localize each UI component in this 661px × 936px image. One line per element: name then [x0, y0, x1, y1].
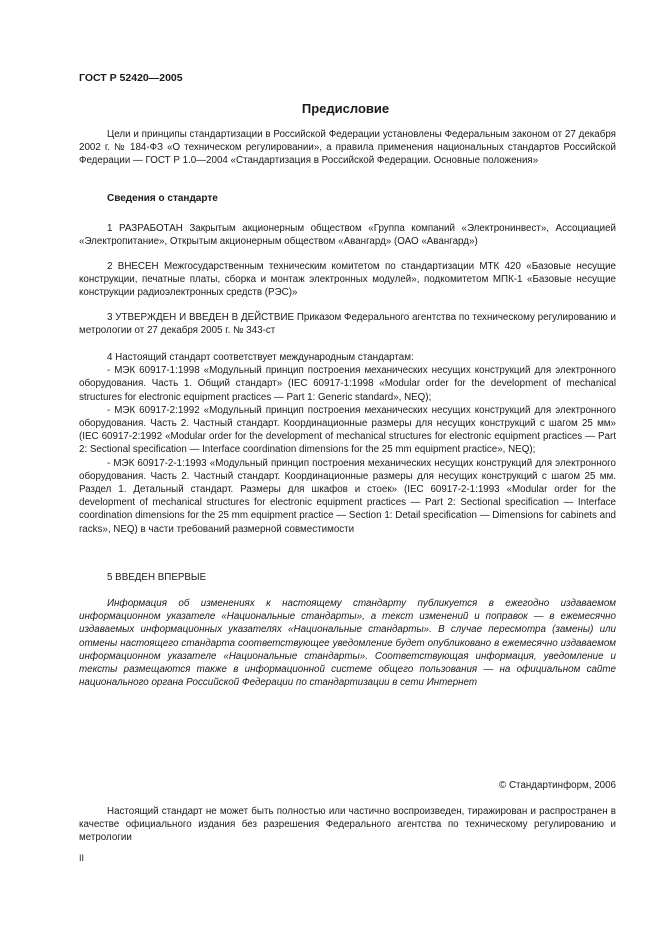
item-1: 1 РАЗРАБОТАН Закрытым акционерным обществом «Группа компаний «Электронинвест», Ассоциацией «Электропитание», Открытым акционерным обществом «Авангард» (ОАО «Авангард») — [79, 223, 616, 248]
item-2: 2 ВНЕСЕН Межгосударственным техническим комитетом по стандартизации МТК 420 «Базовые несущие конструкции, печатные платы, сборка и монтаж электронных модулей», подкомитетом МПК-1 «Базовые несущие конструкции радиоэлектронных средств (РЭС)» — [79, 261, 616, 299]
item-3: 3 УТВЕРЖДЕН И ВВЕДЕН В ДЕЙСТВИЕ Приказом Федерального агентства по техническому регулированию и метрологии от 27 декабря 2005 г. № 343-ст — [79, 312, 616, 337]
item-5: 5 ВВЕДЕН ВПЕРВЫЕ — [107, 572, 207, 583]
notice-block — [79, 597, 616, 689]
item-4-standard-a: - МЭК 60917-1:1998 «Модульный принцип построения механических несущих конструкций для электронного оборудования. Часть 1. Общий стандарт» (IEC 60917-1:1998 «Modular order for the development of mechanical structures for electronic equipment practices — Part 1: Generic standard», NEQ); — [79, 365, 616, 403]
item-4-intro: 4 Настоящий стандарт соответствует международным стандартам: — [107, 352, 414, 363]
item-2-block — [79, 260, 616, 300]
standard-code: ГОСТ Р 52420—2005 — [79, 72, 183, 84]
item-4-standard-c: - МЭК 60917-2-1:1993 «Модульный принцип построения механических несущих конструкций для электронного оборудования. Часть 2. Частный стандарт. Координационные размеры для несущих конструкций с шагом 25 мм. Раздел 1. Детальный стандарт. Размеры для шкафов и стоек» (IEC 60917-2-1:1993 «Modular order for the development of mechanical structures for electronic equipment practices — Part 2: Sectional specification — Interface coordination dimensions for the 25 mm equipment practice — Section 1: Detail specification — Dimensions for cabinets and racks», NEQ) в части требований размерной совместимости — [79, 457, 616, 535]
item-4-block — [79, 351, 616, 536]
copyright: © Стандартинформ, 2006 — [499, 780, 616, 791]
item-5-block — [79, 571, 616, 584]
intro-block — [79, 128, 616, 168]
intro-paragraph: Цели и принципы стандартизации в Российской Федерации установлены Федеральным законом от 27 декабря 2002 г. № 184-ФЗ «О техническом регулировании», а правила применения национальных стандартов Российской Федерации — ГОСТ Р 1.0—2004 «Стандартизация в Российской Федерации. Основные положения» — [79, 129, 616, 167]
footer-paragraph: Настоящий стандарт не может быть полностью или частично воспроизведен, тиражирован и распространен в качестве официального издания без разрешения Федерального агентства по техническому регулированию и метрологии — [79, 806, 616, 844]
item-4-standard-b: - МЭК 60917-2:1992 «Модульный принцип построения механических несущих конструкций для электронного оборудования. Часть 2. Частный стандарт. Координационные размеры для несущих конструкций с шагом 25 мм» (IEC 60917-2:1992 «Modular order for the development of mechanical structures for electronic equipment practices — Part 2: Sectional specification — Interface coordination dimensions for the 25 mm equipment practice», NEQ); — [79, 404, 616, 456]
section-subheading: Сведения о стандарте — [107, 193, 218, 204]
item-1-block — [79, 222, 616, 248]
notice-paragraph: Информация об изменениях к настоящему стандарту публикуется в ежегодно издаваемом информационном указателе «Национальные стандарты», а текст изменений и поправок — в ежемесячно издаваемых информационных указателях «Национальные стандарты». В случае пересмотра (замены) или отмены настоящего стандарта соответствующее уведомление будет опубликовано в ежемесячно издаваемом информационном указателе «Национальные стандарты». Соответствующая информация, уведомление и тексты размещаются также в информационной системе общего пользования — на официальном сайте национального органа Российской Федерации по стандартизации в сети Интернет — [79, 598, 616, 689]
item-3-block — [79, 311, 616, 337]
footer-block — [79, 805, 616, 845]
page-number: II — [79, 853, 85, 863]
page-title: Предисловие — [301, 101, 390, 116]
